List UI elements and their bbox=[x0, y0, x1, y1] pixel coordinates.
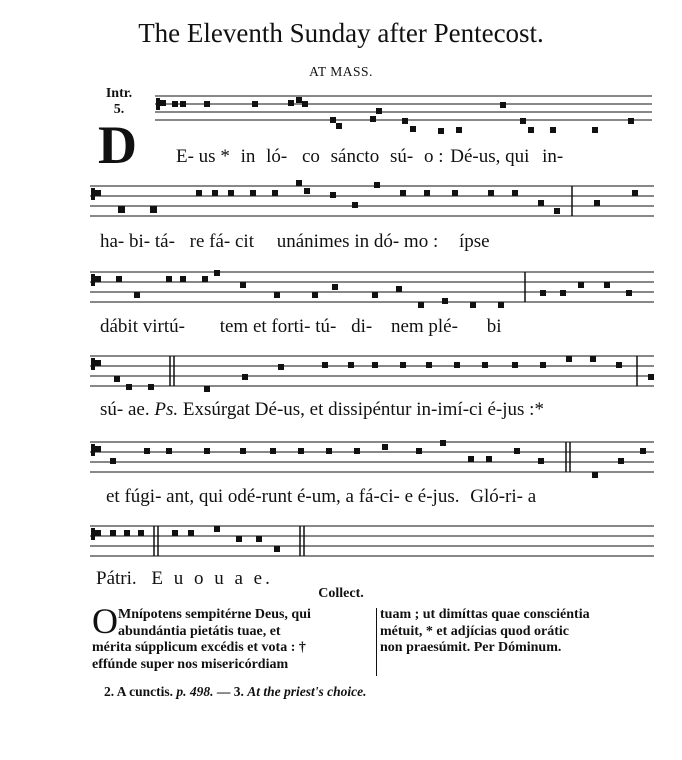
page-title: The Eleventh Sunday after Pentecost. bbox=[138, 18, 544, 48]
collect-left-column bbox=[92, 607, 374, 673]
collect-initial: O bbox=[92, 601, 118, 641]
collect-right-line: tuam ; ut dimíttas quae consciéntia bbox=[380, 607, 590, 622]
lyric-line-1: E- us * in ló- co sáncto sú- o : Dé-us, qui in- bbox=[176, 146, 564, 167]
footnote: 2. A cunctis. p. 498. — 3. At the priest's choice. bbox=[104, 684, 367, 699]
lyric-line-5: et fúgi- ant, qui odé-runt é-um, a fá-ci- e é-jus. Gló-ri- a bbox=[106, 486, 537, 507]
collect-title: Collect. bbox=[318, 586, 364, 601]
chant-initial: D bbox=[98, 115, 137, 175]
mode-number: 5. bbox=[113, 102, 125, 117]
lyric-line-3: dábit virtú- tem et forti- tú- di- nem plé- bi bbox=[100, 316, 502, 337]
column-divider bbox=[376, 608, 377, 676]
lyric-line-2: ha- bi- tá- re fá- cit unánimes in dó- mo : ípse bbox=[100, 231, 490, 252]
collect-right-line: non praesúmit. Per Dóminum. bbox=[380, 640, 562, 655]
lyric-line-6: Pátri. E u o u a e. bbox=[96, 568, 273, 589]
collect-right-column bbox=[380, 607, 680, 657]
intr-label: Intr. bbox=[105, 86, 133, 101]
lyric-line-4: sú- ae. Ps. Exsúrgat Dé-us, et dissipéntur in-imí-ci é-jus :* bbox=[100, 399, 544, 420]
collect-left-line: Mnípotens sempitérne Deus, qui bbox=[118, 607, 311, 622]
collect-left-line: abundántia pietátis tuae, et bbox=[118, 623, 281, 639]
section-subtitle: AT MASS. bbox=[309, 64, 373, 79]
collect-left-line: mérita súpplicum excédis et vota : † bbox=[92, 640, 306, 655]
collect-left-line: effúnde super nos misericórdiam bbox=[92, 656, 289, 672]
collect-right-line: métuit, * et adjícias quod orátic bbox=[380, 623, 569, 639]
